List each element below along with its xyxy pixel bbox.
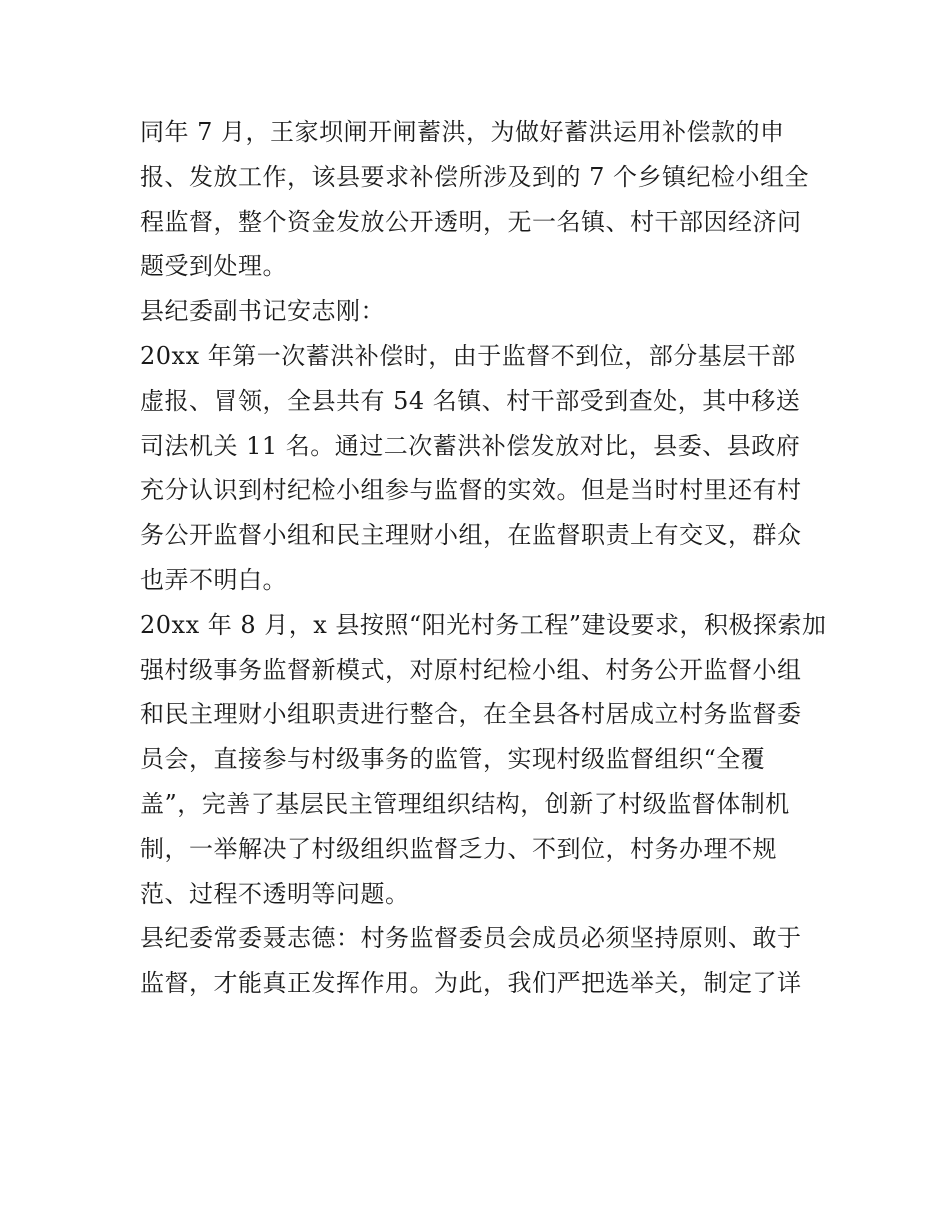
text-line: 监督，才能真正发挥作用。为此，我们严把选举关，制定了详	[140, 969, 802, 998]
text-line: 充分认识到村纪检小组参与监督的实效。但是当时村里还有村	[140, 476, 802, 505]
text-line: 员会，直接参与村级事务的监管，实现村级监督组织“全覆	[140, 745, 766, 774]
text-line: 盖”，完善了基层民主管理组织结构，创新了村级监督体制机	[140, 789, 790, 818]
text-line: 题受到处理。	[140, 252, 287, 281]
text-line: 务公开监督小组和民主理财小组，在监督职责上有交叉，群众	[140, 521, 802, 550]
document-body	[140, 110, 827, 1006]
text-line: 强村级事务监督新模式，对原村纪检小组、村务公开监督小组	[140, 655, 802, 684]
text-line: 报、发放工作，该县要求补偿所涉及到的 7 个乡镇纪检小组全	[140, 162, 810, 191]
text-line: 虚报、冒领，全县共有 54 名镇、村干部受到查处，其中移送	[140, 386, 801, 415]
text-line: 也弄不明白。	[140, 565, 287, 594]
text-line: 同年 7 月，王家坝闸开闸蓄洪，为做好蓄洪运用补偿款的申	[140, 118, 785, 146]
text-line: 司法机关 11 名。通过二次蓄洪补偿发放对比，县委、县政府	[140, 431, 801, 460]
text-line: 20xx 年 8 月，x 县按照“阳光村务工程”建设要求，积极探索加	[140, 610, 827, 639]
text-line: 程监督，整个资金发放公开透明，无一名镇、村干部因经济问	[140, 207, 802, 236]
text-line: 县纪委常委聂志德：村务监督委员会成员必须坚持原则、敢于	[140, 924, 802, 953]
text-line: 县纪委副书记安志刚：	[140, 297, 385, 326]
text-line: 范、过程不透明等问题。	[140, 879, 410, 908]
text-line: 20xx 年第一次蓄洪补偿时，由于监督不到位，部分基层干部	[140, 341, 796, 370]
text-line: 和民主理财小组职责进行整合，在全县各村居成立村务监督委	[140, 700, 802, 729]
text-line: 制，一举解决了村级组织监督乏力、不到位，村务办理不规	[140, 834, 777, 863]
